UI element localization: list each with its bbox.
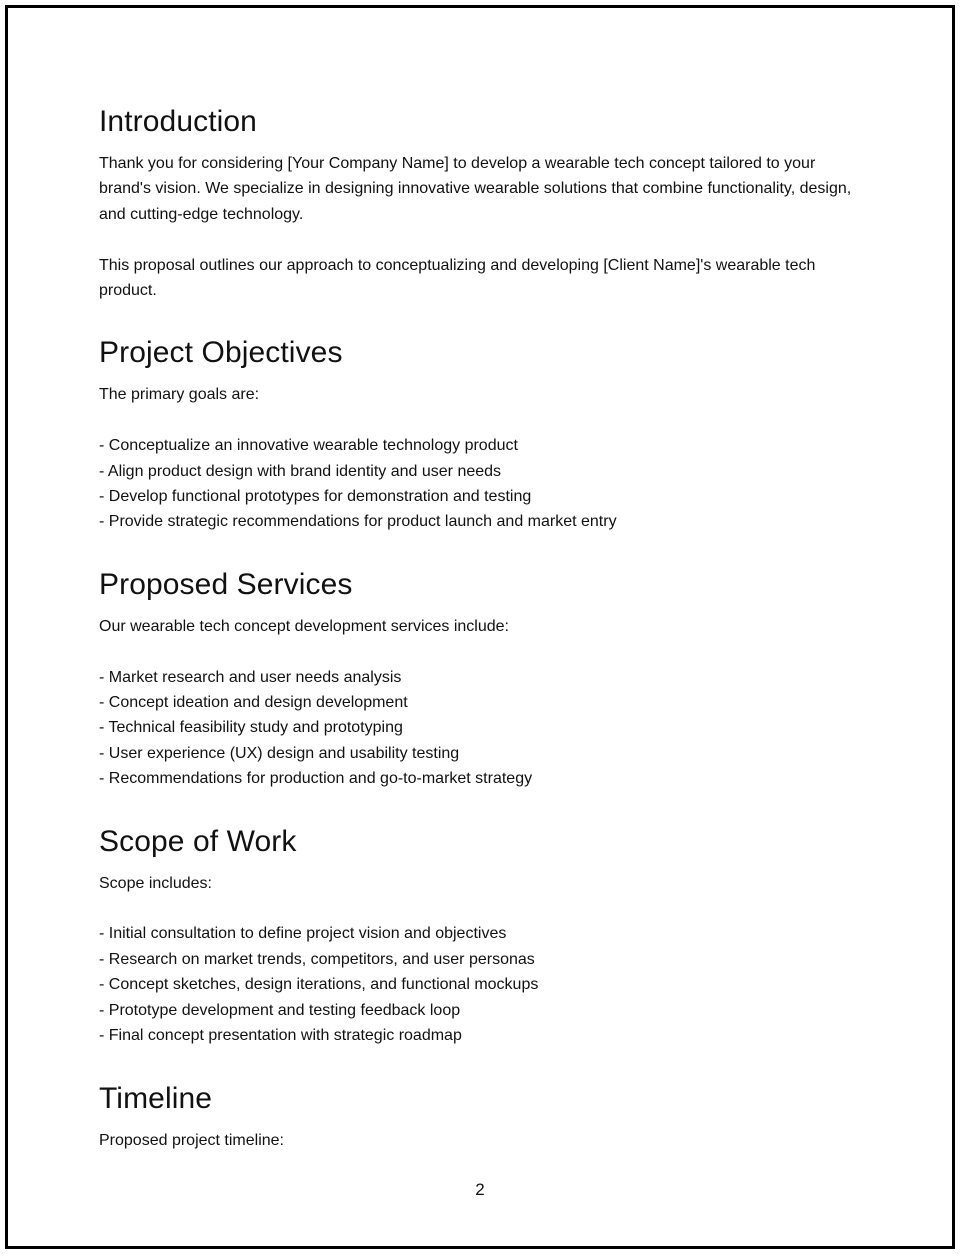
section-scope-of-work — [99, 823, 869, 1049]
document-page — [5, 5, 955, 1249]
list-item: - Prototype development and testing feedback loop — [99, 1001, 461, 1019]
list-item: - Conceptualize an innovative wearable technology product — [99, 437, 518, 455]
paragraph-spacer — [99, 896, 869, 921]
section-gap — [99, 303, 869, 334]
list-item: - Concept sketches, design iterations, and functional mockups — [99, 976, 539, 994]
scope-list — [99, 921, 869, 1048]
list-item: - User experience (UX) design and usability testing — [99, 744, 460, 762]
section-timeline — [99, 1080, 869, 1153]
list-item: - Final concept presentation with strategic roadmap — [99, 1027, 462, 1045]
section-heading: Scope of Work — [99, 824, 297, 858]
list-item: - Research on market trends, competitors, and user personas — [99, 950, 535, 968]
list-item: - Initial consultation to define project vision and objectives — [99, 925, 507, 943]
section-gap — [99, 535, 869, 566]
objectives-list — [99, 433, 869, 535]
services-list — [99, 665, 869, 792]
list-item: - Develop functional prototypes for demonstration and testing — [99, 488, 532, 506]
page-content — [99, 103, 869, 1153]
section-intro: The primary goals are: — [99, 386, 260, 404]
section-project-objectives — [99, 334, 869, 534]
list-item: - Recommendations for production and go-to-market strategy — [99, 770, 533, 788]
paragraph: Thank you for considering [Your Company Name] to develop a wearable tech concept tailored to your brand's vision. We specialize in designing innovative wearable solutions that combine functionality, design, and cutting-edge technology. — [99, 155, 852, 223]
paragraph-spacer — [99, 408, 869, 433]
paragraph-spacer — [99, 227, 869, 252]
section-gap — [99, 1049, 869, 1080]
paragraph-spacer — [99, 639, 869, 664]
section-heading: Proposed Services — [99, 567, 353, 601]
section-heading: Timeline — [99, 1081, 213, 1115]
section-intro: Our wearable tech concept development services include: — [99, 617, 509, 635]
section-gap — [99, 792, 869, 823]
list-item: - Market research and user needs analysis — [99, 668, 402, 686]
section-intro: Proposed project timeline: — [99, 1131, 284, 1149]
section-proposed-services — [99, 566, 869, 792]
section-introduction — [99, 103, 869, 303]
section-heading: Introduction — [99, 105, 257, 138]
section-heading: Project Objectives — [99, 336, 343, 370]
page-number: 2 — [475, 1180, 485, 1199]
paragraph: This proposal outlines our approach to conceptualizing and developing [Client Name]'s wearable tech product. — [99, 256, 816, 300]
list-item: - Technical feasibility study and prototyping — [99, 719, 403, 737]
list-item: - Provide strategic recommendations for product launch and market entry — [99, 513, 617, 531]
section-intro: Scope includes: — [99, 874, 212, 892]
list-item: - Concept ideation and design development — [99, 694, 408, 712]
list-item: - Align product design with brand identity and user needs — [99, 462, 502, 480]
